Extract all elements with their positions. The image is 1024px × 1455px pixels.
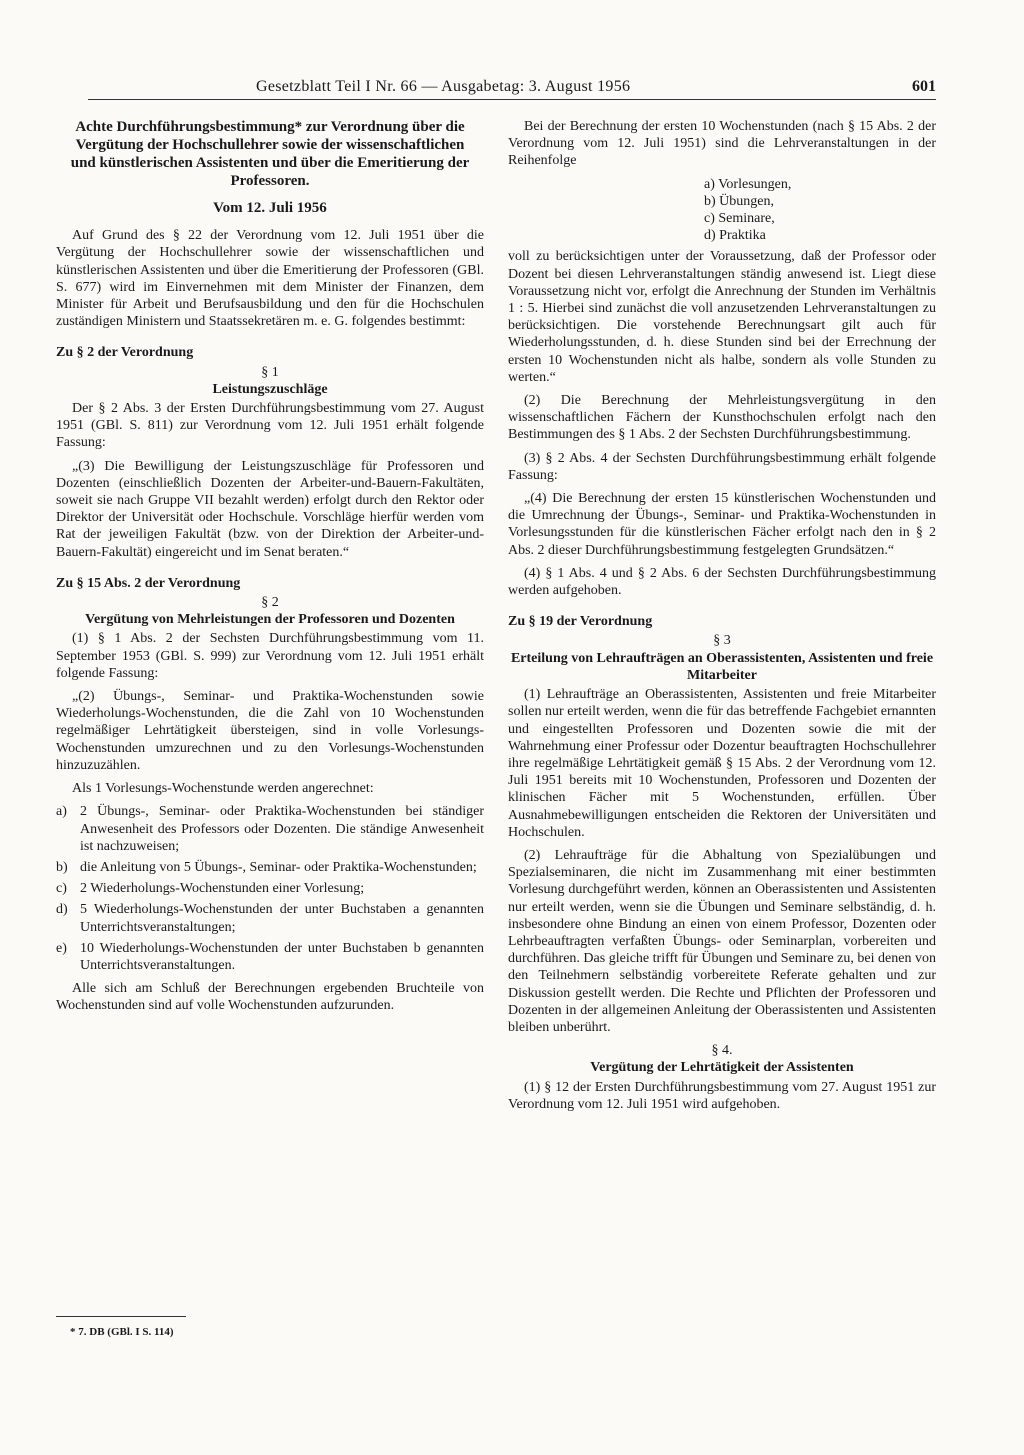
paragraph-3-text-1: (1) Lehraufträge an Oberassistenten, Assistenten und freie Mitarbeiter sollen nur erteilt werden, wenn die für das betreffende Fachgebiet ernannten und eingestellten Professoren und Dozenten sowie die mit der Wahrnehmung einer Professur oder Dozentur beauftragten Hochschullehrer ihre regelmäßige Lehrtätigkeit gemäß § 15 Abs. 2 der Verordnung vom 12. Juli 1951 bereits mit 10 Wochenstunden, Professoren und Dozenten der klinischen Fächer mit 5 Wochenstunden, erfüllen. Über Ausnahmebewilligungen entscheiden die Rektoren der Universitäten und Hochschulen. [508, 687, 936, 840]
paragraph-2-text-3: Als 1 Vorlesungs-Wochenstunde werden angerechnet: [72, 781, 374, 797]
header-rule [88, 99, 936, 100]
list-item: a) Vorlesungen, [704, 176, 792, 192]
list-item: d) Praktika [704, 228, 766, 244]
header-text: Gesetzblatt Teil I Nr. 66 — Ausgabetag: 3. August 1956 [256, 78, 631, 95]
paragraph-title-4: Vergütung der Lehrtätigkeit der Assistenten [590, 1060, 854, 1076]
right-text-6: (4) § 1 Abs. 4 und § 2 Abs. 6 der Sechsten Durchführungsbestimmung werden aufgehoben. [508, 565, 936, 599]
right-column [508, 118, 936, 1119]
paragraph-title-1: Leistungszuschläge [212, 381, 328, 397]
enumeration-list [56, 803, 484, 974]
right-text-4: (3) § 2 Abs. 4 der Sechsten Durchführungsbestimmung erhält folgende Fassung: [508, 450, 936, 483]
paragraph-title-2: Vergütung von Mehrleistungen der Professoren und Dozenten [85, 612, 455, 628]
right-text-2: voll zu berücksichtigen unter der Voraussetzung, daß der Professor oder Dozent bei diesen Lehrveranstaltungen ständig anwesend ist. Liegt diese Voraussetzung nicht vor, erfolgt die Anrechnung der Stunden im Verhältnis 1 : 5. Hierbei sind zunächst die voll anzusetzenden Lehrveranstaltungen zu berücksichtigen. Die vorstehende Berechnungsart gilt auch für Wiederholungsstunden, d. h. diese Stunden sind bei der Errechnung der ersten 10 Wochenstunden nicht als halbe, sondern als volle Stunden zu werten.“ [508, 249, 936, 385]
section-heading-zu-15: Zu § 15 Abs. 2 der Verordnung [56, 575, 241, 591]
document-title: Achte Durchführungsbestimmung* zur Verordnung über die Vergütung der Hochschullehrer sowie der wissenschaftlichen und künstlerischen Assistenten und über die Emeritierung der Professoren. [70, 119, 470, 189]
paragraph-number-2: § 2 [261, 595, 279, 611]
left-column [56, 118, 484, 1021]
preamble: Auf Grund des § 22 der Verordnung vom 12. Juli 1951 über die Vergütung der Hochschullehrer sowie der wissenschaftlichen und künstlerischen Assistenten und über die Emeritierung der Professoren (GBl. S. 677) wird im Einvernehmen mit dem Minister der Finanzen, dem Minister für Arbeit und Berufsausbildung und den für die Hochschulen zuständigen Ministern und Staatssekretären m. e. G. folgendes bestimmt: [56, 228, 484, 330]
list-item: b) die Anleitung von 5 Übungs-, Seminar- oder Praktika-Wochenstunden; [56, 859, 477, 875]
paragraph-3-text-2: (2) Lehraufträge für die Abhaltung von Spezialübungen und Spezialseminaren, die nicht im Zusammenhang mit einer bestimmten Vorlesung durchgeführt werden, können an Oberassistenten und Assistenten nur erteilt werden, wenn sie die Übungen und Seminare selbständig, d. h. insbesondere ohne Bindung an einen von einem Professor, Dozenten oder Lehrbeauftragten verfaßten Übungs- oder Seminarplan, vorbereiten und durchführen. Das gleiche trifft für Übungen und Seminare zu, bei denen von den Teilnehmern selbständig vorbereitete Referate gehalten und zur Diskussion gestellt werden. Die Rechte und Pflichten der Professoren und Dozenten in der allgemeinen Anleitung der Oberassistenten und Assistenten bleiben unberührt. [508, 847, 936, 1035]
paragraph-1-text-2: „(3) Die Bewilligung der Leistungszuschläge für Professoren und Dozenten (einschließlich Dozenten der Arbeiter-und-Bauern-Fakultäten, soweit sie nach Gruppe VII bezahlt werden) erfolgt durch den Rektor oder Direktor der Universität oder Hochschule. Vorschläge hierfür werden vom Rat der jeweiligen Fakultät (bzw. von der Direktion der Arbeiter-und-Bauern-Fakultät) eingereicht und im Senat beraten.“ [56, 458, 484, 560]
list-item: e) 10 Wiederholungs-Wochenstunden der unter Buchstaben b genannten Unterrichtsveranstaltungen. [56, 940, 484, 973]
list-item: d) 5 Wiederholungs-Wochenstunden der unter Buchstaben a genannten Unterrichtsveranstaltungen; [56, 902, 484, 935]
page-header [60, 76, 936, 98]
paragraph-title-3: Erteilung von Lehraufträgen an Oberassistenten, Assistenten und freie Mitarbeiter [510, 650, 934, 683]
right-text-3: (2) Die Berechnung der Mehrleistungsvergütung in den wissenschaftlichen Fächern der Kunsthochschulen erfolgt nach den Bestimmungen des § 1 Abs. 2 der Sechsten Durchführungsbestimmung. [508, 393, 936, 443]
right-text-5: „(4) Die Berechnung der ersten 15 künstlerischen Wochenstunden und die Umrechnung der Übungs-, Seminar- und Praktika-Wochenstunden in Vorlesungsstunden für die künstlerischen Fächer erfolgt nach den in § 2 Abs. 2 dieser Durchführungsbestimmung festgelegten Grundsätzen.“ [508, 491, 936, 558]
section-heading-zu-19: Zu § 19 der Verordnung [508, 614, 653, 630]
document-date: Vom 12. Juli 1956 [213, 200, 327, 216]
paragraph-number-1: § 1 [261, 364, 279, 380]
page-number: 601 [912, 78, 936, 95]
paragraph-1-text-1: Der § 2 Abs. 3 der Ersten Durchführungsbestimmung vom 27. August 1951 (GBl. S. 811) zur Verordnung vom 12. Juli 1951 erhält folgende Fassung: [56, 401, 484, 451]
list-item: b) Übungen, [704, 193, 774, 209]
paragraph-2-text-1: (1) § 1 Abs. 2 der Sechsten Durchführungsbestimmung vom 11. September 1953 (GBl. S. 999) zur Verordnung vom 12. Juli 1951 erhält folgende Fassung: [56, 631, 484, 681]
right-text-1: Bei der Berechnung der ersten 10 Wochenstunden (nach § 15 Abs. 2 der Verordnung vom 12. Juli 1951) sind die Lehrveranstaltungen in der Reihenfolge [508, 119, 936, 169]
list-item: a) 2 Übungs-, Seminar- oder Praktika-Wochenstunden bei ständiger Anwesenheit des Professors oder Dozenten. Die ständige Anwesenheit ist nachzuweisen; [56, 804, 484, 854]
paragraph-number-4: § 4. [711, 1043, 733, 1059]
footnote-rule [56, 1316, 186, 1317]
paragraph-2-text-4: Alle sich am Schluß der Berechnungen ergebenden Bruchteile von Wochenstunden sind auf volle Wochenstunden aufzurunden. [56, 981, 484, 1014]
footnote: * 7. DB (GBl. I S. 114) [70, 1326, 174, 1338]
paragraph-number-3: § 3 [713, 633, 731, 649]
section-heading-zu-2: Zu § 2 der Verordnung [56, 345, 194, 361]
paragraph-4-text-1: (1) § 12 der Ersten Durchführungsbestimmung vom 27. August 1951 zur Verordnung vom 12. Juli 1951 wird aufgehoben. [508, 1079, 936, 1112]
list-item: c) 2 Wiederholungs-Wochenstunden einer Vorlesung; [56, 881, 365, 897]
course-list [704, 176, 936, 245]
paragraph-2-text-2: „(2) Übungs-, Seminar- und Praktika-Wochenstunden sowie Wiederholungs-Wochenstunden, die die Zahl von 10 Wochenstunden regelmäßiger Lehrtätigkeit übersteigen, sind in volle Vorlesungs-Wochenstunden umzurechnen und zu den Vorlesungs-Wochenstunden hinzuzuzählen. [56, 689, 484, 773]
list-item: c) Seminare, [704, 211, 775, 227]
